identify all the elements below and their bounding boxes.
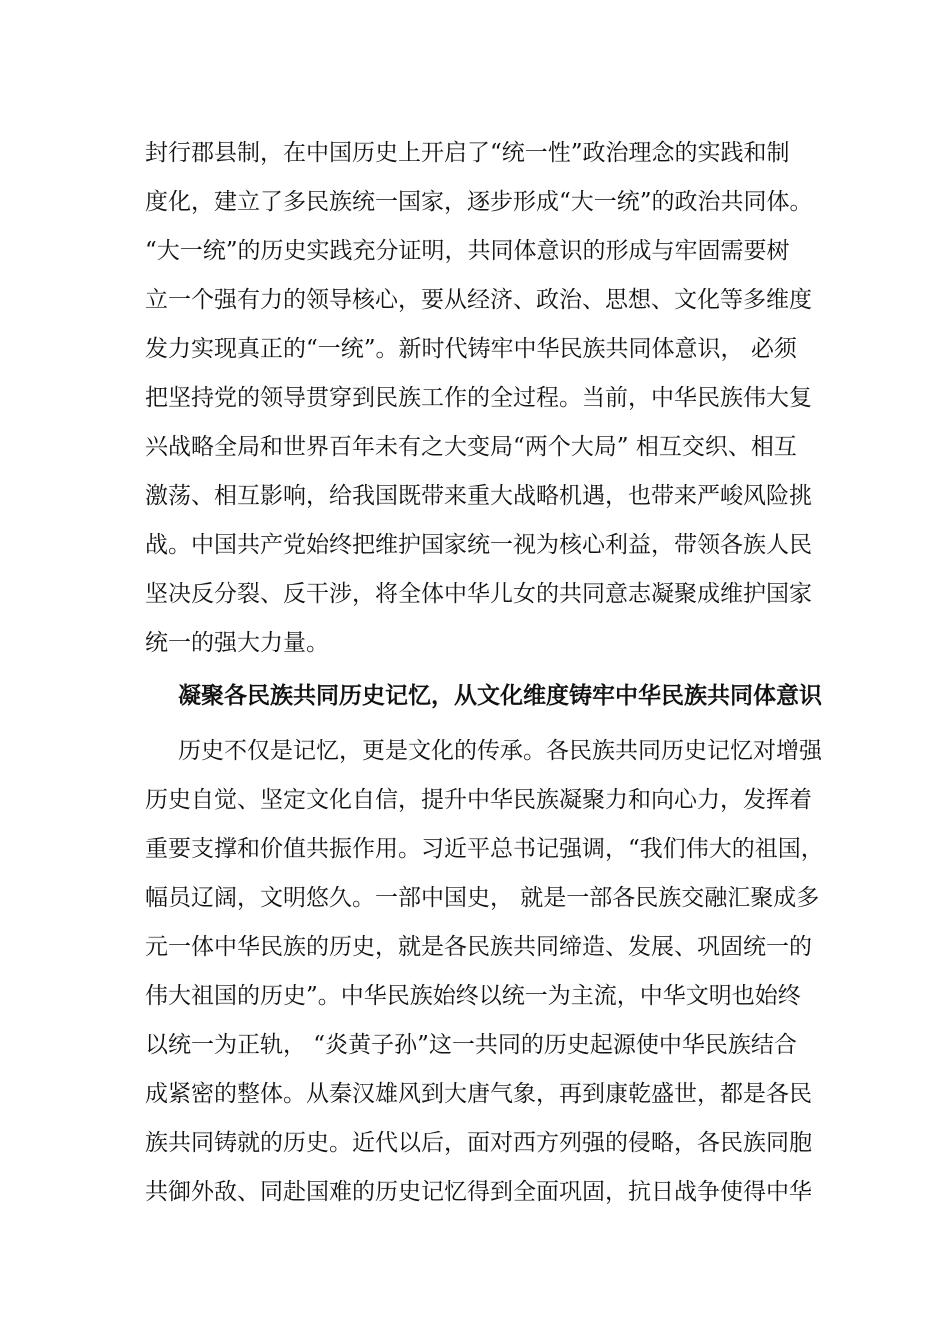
section-heading: 凝聚各民族共同历史记忆，从文化维度铸牢中华民族共同体意识 [178, 682, 822, 709]
text-line: 立一个强有力的领导核心，要从经济、政治、思想、文化等多维度 [145, 287, 812, 313]
text-line: 历史自觉、坚定文化自信，提升中华民族凝聚力和向心力，发挥着 [145, 787, 812, 813]
text-line: 战。中国共产党始终把维护国家统一视为核心利益，带领各族人民 [145, 532, 812, 558]
text-line: 成紧密的整体。从秦汉雄风到大唐气象，再到康乾盛世，都是各民 [145, 1081, 812, 1107]
text-line: 封行郡县制，在中国历史上开启了“统一性”政治理念的实践和制 [145, 140, 790, 166]
paragraph-first-line: 历史不仅是记忆，更是文化的传承。各民族共同历史记忆对增强 [178, 738, 822, 764]
text-line: 幅员辽阔，文明悠久。一部中国史， 就是一部各民族交融汇聚成多 [145, 885, 820, 911]
text-line: “大一统”的历史实践充分证明，共同体意识的形成与牢固需要树 [145, 238, 790, 264]
text-line: 以统一为正轨， “炎黄子孙”这一共同的历史起源使中华民族结合 [145, 1032, 797, 1058]
text-line: 兴战略全局和世界百年未有之大变局“两个大局” 相互交织、相互 [145, 434, 797, 460]
text-line: 把坚持党的领导贯穿到民族工作的全过程。当前，中华民族伟大复 [145, 385, 812, 411]
text-line: 统一的强大力量。 [145, 630, 329, 656]
text-line: 族共同铸就的历史。近代以后，面对西方列强的侵略，各民族同胞 [145, 1130, 812, 1156]
text-line: 度化，建立了多民族统一国家，逐步形成“大一统”的政治共同体。 [145, 189, 813, 215]
text-line: 共御外敌、同赴国难的历史记忆得到全面巩固，抗日战争使得中华 [145, 1179, 812, 1205]
text-line: 元一体中华民族的历史，就是各民族共同缔造、发展、巩固统一的 [145, 934, 812, 960]
text-line: 激荡、相互影响，给我国既带来重大战略机遇，也带来严峻风险挑 [145, 483, 812, 509]
text-line: 重要支撑和价值共振作用。习近平总书记强调，“我们伟大的祖国， [145, 836, 824, 862]
text-line: 伟大祖国的历史”。中华民族始终以统一为主流，中华文明也始终 [145, 983, 801, 1009]
text-line: 坚决反分裂、反干涉，将全体中华儿女的共同意志凝聚成维护国家 [145, 581, 812, 607]
text-line: 发力实现真正的“一统”。新时代铸牢中华民族共同体意识， 必须 [145, 336, 797, 362]
